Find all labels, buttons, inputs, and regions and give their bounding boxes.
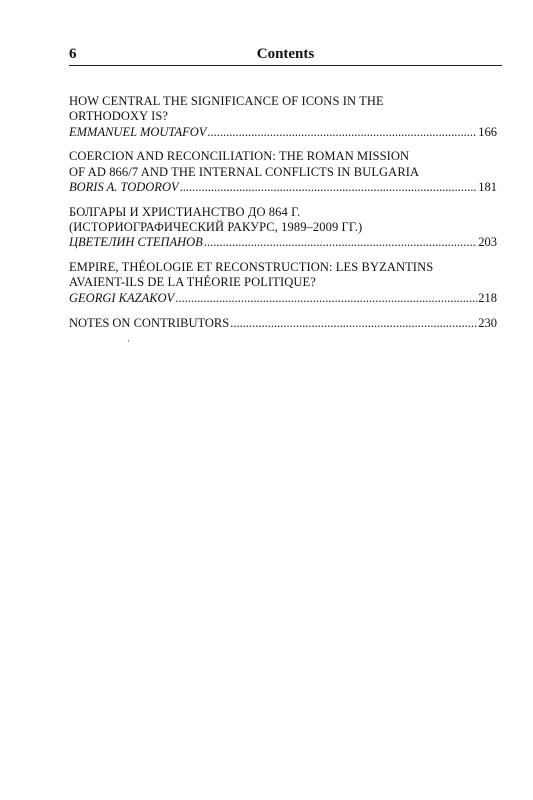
scan-speck <box>128 340 129 342</box>
entry-title-line: БОЛГАРЫ И ХРИСТИАНСТВО ДО 864 Г. <box>69 204 301 219</box>
page-header <box>69 46 502 64</box>
entry-author-line <box>69 125 497 140</box>
entry-page-number: 181 <box>478 179 497 194</box>
dot-leader <box>175 291 477 306</box>
table-of-contents <box>69 94 497 331</box>
page-number: 6 <box>69 46 77 62</box>
toc-entry-notes <box>69 316 497 331</box>
entry-title-line: EMPIRE, THÉOLOGIE ET RECONSTRUCTION: LES BYZANTINS <box>69 260 434 275</box>
entry-author: EMMANUEL MOUTAFOV <box>69 124 207 139</box>
header-rule <box>69 65 502 66</box>
entry-page-number: 203 <box>478 235 497 250</box>
entry-title-line: (ИСТОРИОГРАФИЧЕСКИЙ РАКУРС, 1989–2009 ГГ.) <box>69 220 363 235</box>
entry-title-line: HOW CENTRAL THE SIGNIFICANCE OF ICONS IN THE <box>69 94 384 108</box>
entry-title-line: ORTHODOXY IS? <box>69 109 169 124</box>
notes-page-number: 230 <box>478 315 497 330</box>
toc-entry <box>69 149 497 195</box>
dot-leader <box>204 235 477 250</box>
entry-author: ЦВЕТЕЛИН СТЕПАНОВ <box>69 235 203 250</box>
notes-line <box>69 316 497 331</box>
toc-entry <box>69 205 497 251</box>
entry-title-line: OF AD 866/7 AND THE INTERNAL CONFLICTS IN BULGARIA <box>69 164 420 179</box>
entry-author-line <box>69 291 497 306</box>
running-title: Contents <box>256 46 315 62</box>
entry-author: BORIS A. TODOROV <box>69 179 179 194</box>
entry-author: GEORGI KAZAKOV <box>69 290 175 305</box>
toc-entry <box>69 260 497 306</box>
entry-title-line: AVAIENT-ILS DE LA THÉORIE POLITIQUE? <box>69 275 316 290</box>
dot-leader <box>207 125 477 140</box>
entry-page-number: 166 <box>478 124 497 139</box>
dot-leader <box>180 180 478 195</box>
dot-leader <box>230 316 477 331</box>
entry-page-number: 218 <box>478 290 497 305</box>
toc-entry <box>69 94 497 140</box>
entry-title-line: COERCION AND RECONCILIATION: THE ROMAN MISSION <box>69 149 410 164</box>
entry-author-line <box>69 235 497 250</box>
notes-label: NOTES ON CONTRIBUTORS <box>69 315 230 330</box>
entry-author-line <box>69 180 497 195</box>
